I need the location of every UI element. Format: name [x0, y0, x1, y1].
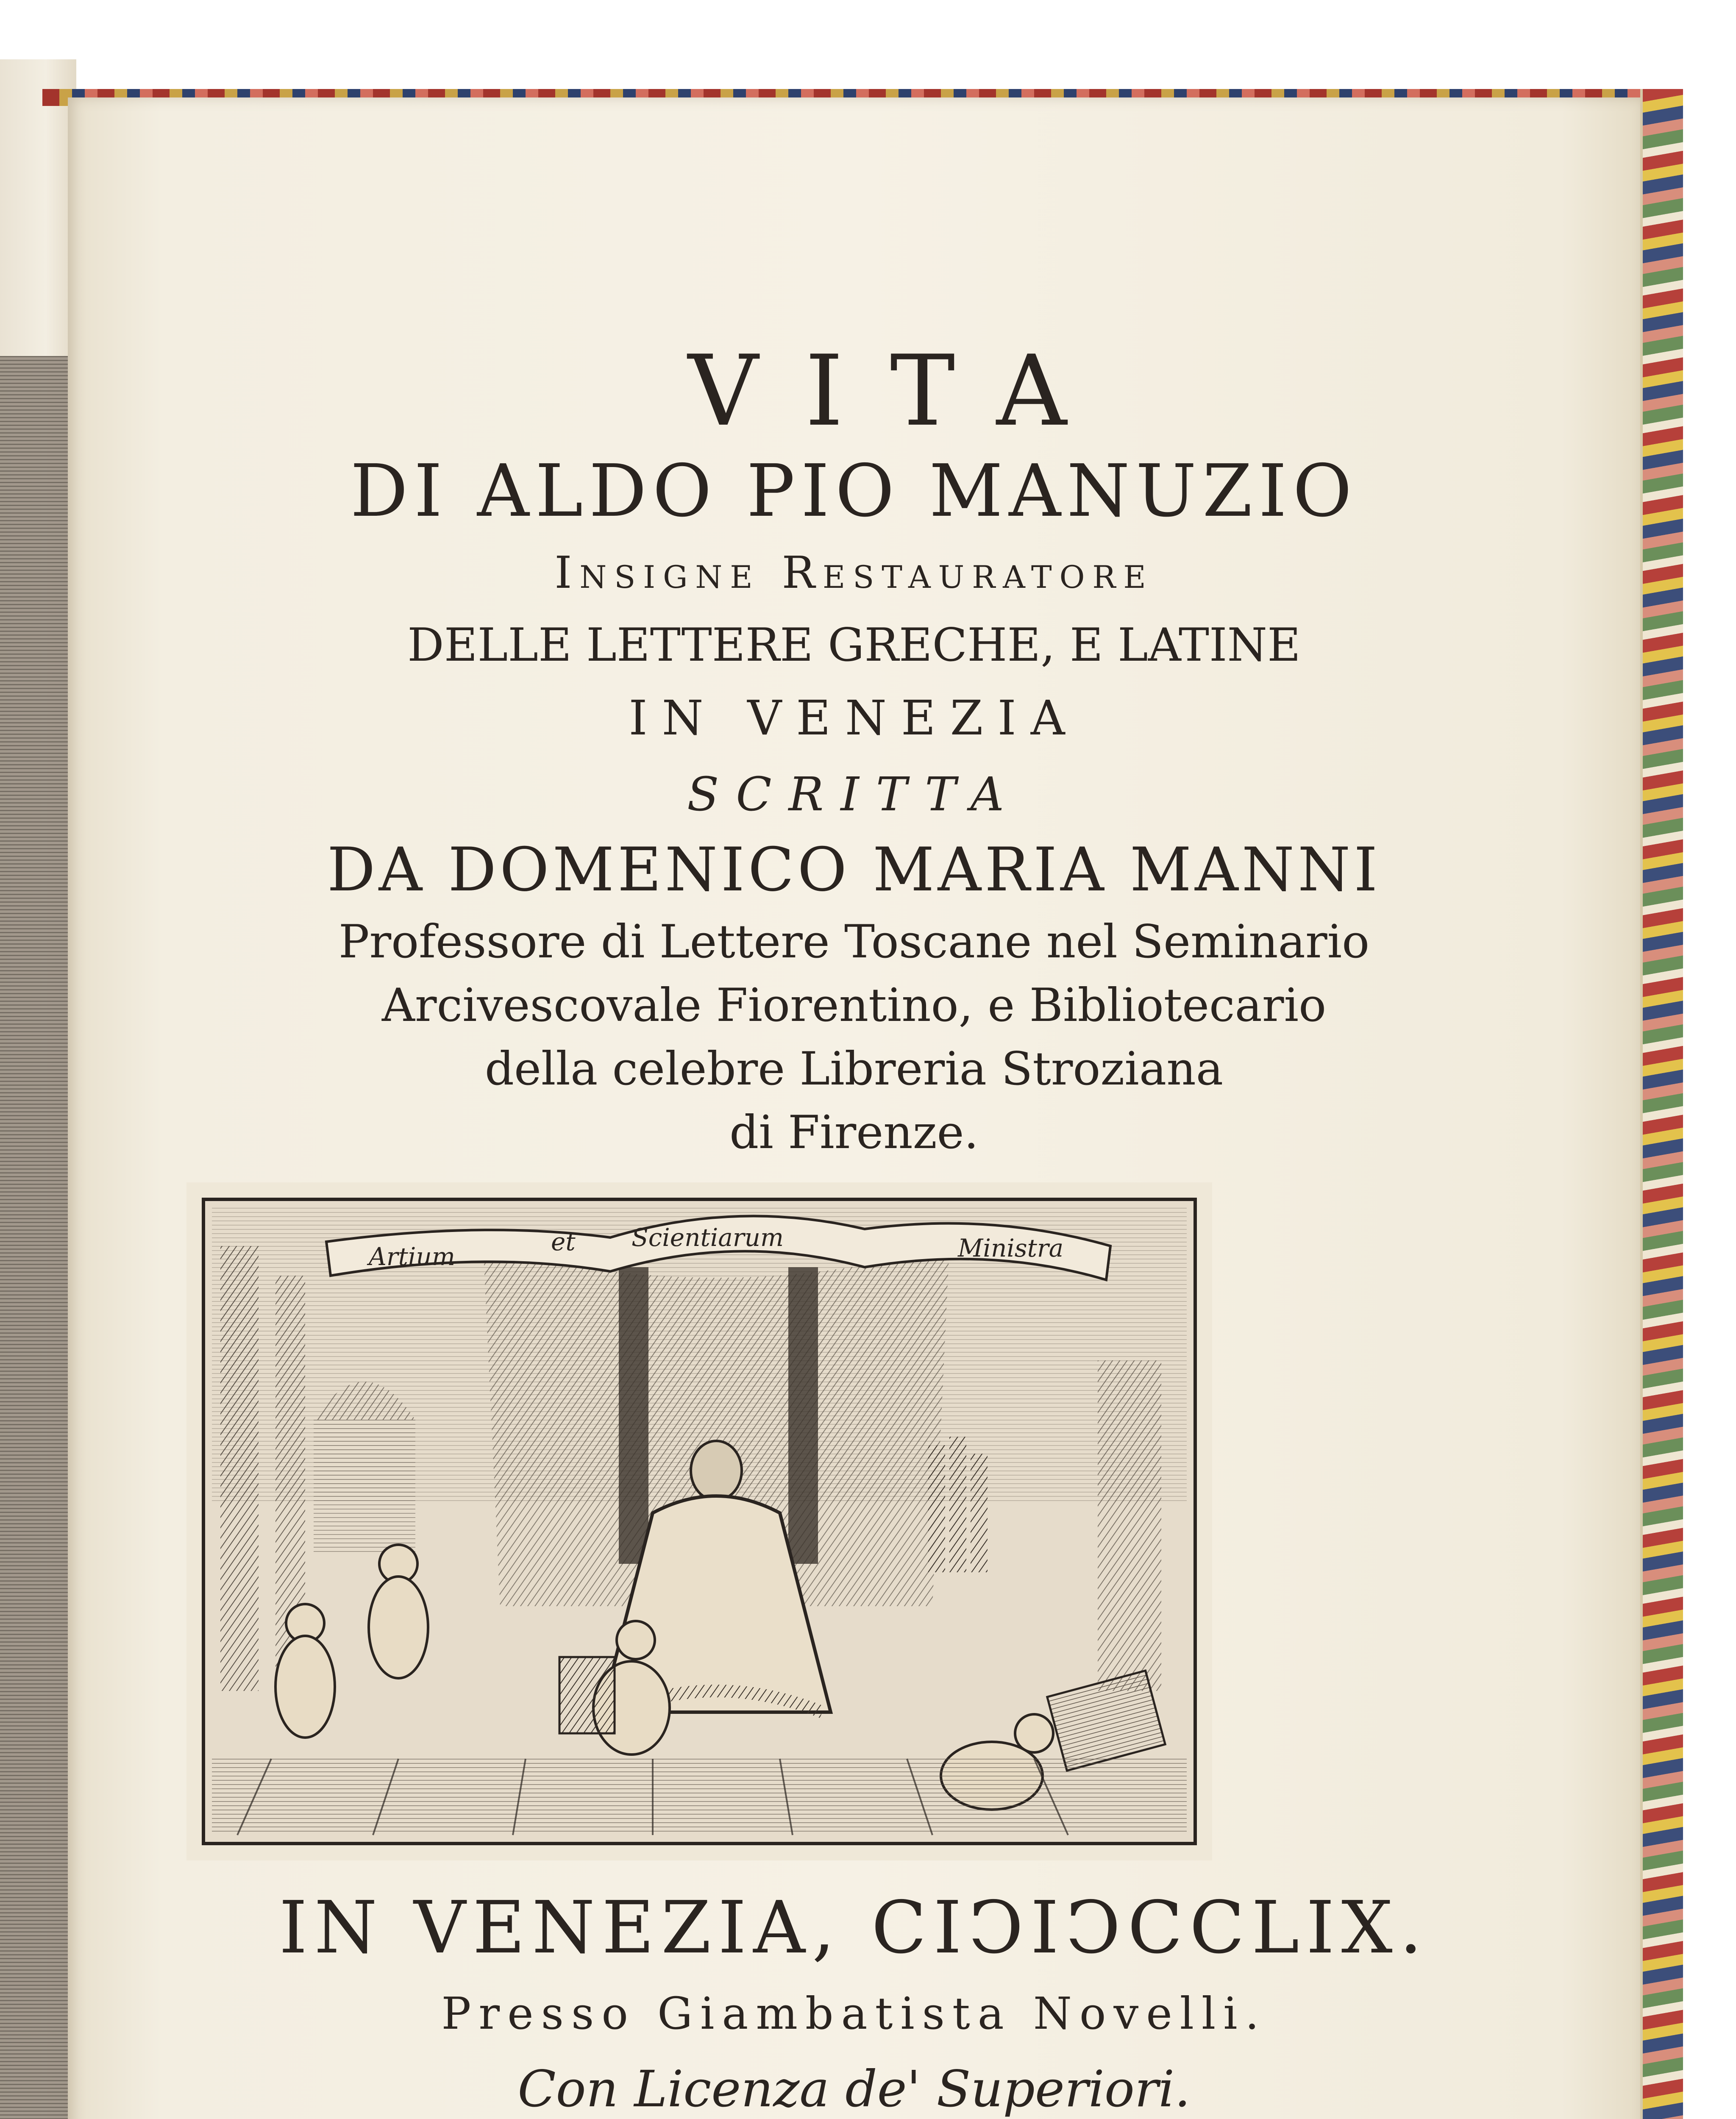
imprint-city-date: IN VENEZIA, CIↃIↃCCLIX.: [279, 1886, 1429, 1970]
imprint-license: Con Licenza de' Superiori.: [517, 2060, 1191, 2118]
title-page: [68, 97, 1640, 2119]
by-line: DA DOMENICO MARIA MANNI: [327, 835, 1381, 905]
banner-word: Scientiarum: [632, 1223, 784, 1252]
credentials-line: di Firenze.: [729, 1106, 979, 1159]
scritta-line: SCRITTA: [687, 767, 1021, 821]
vignette-illustration: [186, 1182, 1212, 1860]
banner-word: Artium: [369, 1242, 455, 1271]
subtitle-insigne: Insigne Restauratore: [554, 547, 1154, 598]
title: VITA: [688, 335, 1113, 448]
subtitle-lettere: DELLE LETTERE GRECHE, E LATINE: [407, 619, 1301, 672]
imprint-printer: Presso Giambatista Novelli.: [441, 1988, 1267, 2039]
facing-page: [0, 59, 76, 2119]
vignette-engraving: [186, 1182, 1212, 1860]
credentials-line: Arcivescovale Fiorentino, e Bibliotecario: [381, 979, 1327, 1032]
frontispiece-engraving: [0, 356, 70, 2119]
subtitle-venezia: IN VENEZIA: [629, 691, 1079, 746]
credentials-line: Professore di Lettere Toscane nel Seminario: [338, 915, 1370, 968]
author-line: DI ALDO PIO MANUZIO: [350, 449, 1358, 533]
banner-word: et: [551, 1227, 576, 1256]
credentials-line: della celebre Libreria Stroziana: [484, 1043, 1224, 1096]
banner-word: Ministra: [958, 1234, 1064, 1263]
